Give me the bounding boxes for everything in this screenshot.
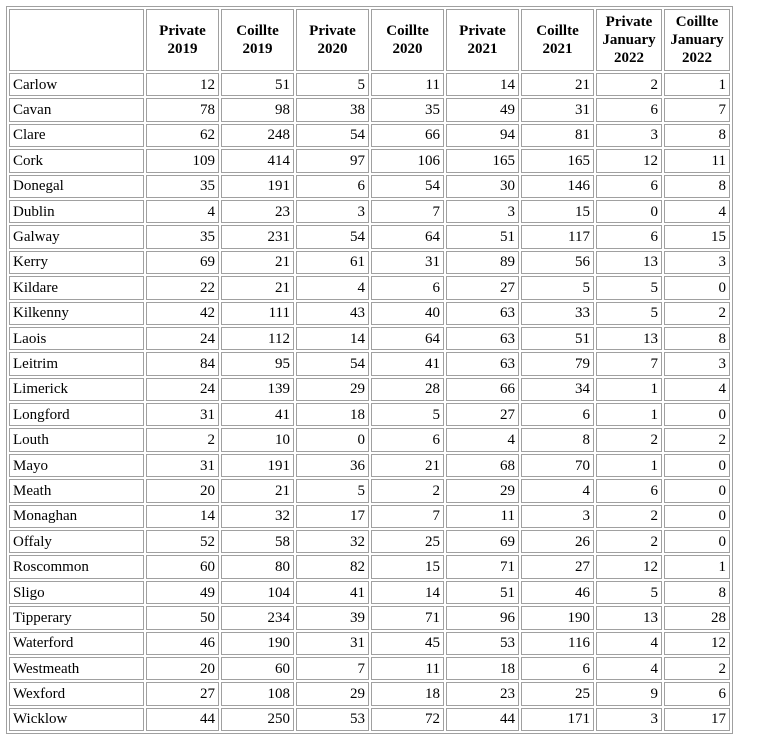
value-cell: 190 <box>221 632 294 655</box>
value-cell: 116 <box>521 632 594 655</box>
value-cell: 49 <box>446 98 519 121</box>
value-cell: 4 <box>664 378 730 401</box>
value-cell: 12 <box>596 149 662 172</box>
value-cell: 0 <box>664 276 730 299</box>
value-cell: 2 <box>596 428 662 451</box>
value-cell: 14 <box>446 73 519 96</box>
value-cell: 72 <box>371 708 444 731</box>
value-cell: 2 <box>664 428 730 451</box>
value-cell: 11 <box>446 505 519 528</box>
value-cell: 41 <box>371 352 444 375</box>
value-cell: 54 <box>296 124 369 147</box>
value-cell: 20 <box>146 479 219 502</box>
header-cell: Coillte 2019 <box>221 9 294 71</box>
value-cell: 69 <box>446 530 519 553</box>
county-name-cell: Wexford <box>9 682 144 705</box>
table-row <box>9 454 730 477</box>
value-cell: 11 <box>664 149 730 172</box>
county-name-cell: Waterford <box>9 632 144 655</box>
table-row <box>9 98 730 121</box>
table-row <box>9 302 730 325</box>
value-cell: 51 <box>446 225 519 248</box>
value-cell: 70 <box>521 454 594 477</box>
value-cell: 6 <box>596 175 662 198</box>
county-name-cell: Carlow <box>9 73 144 96</box>
value-cell: 3 <box>596 124 662 147</box>
value-cell: 3 <box>596 708 662 731</box>
value-cell: 80 <box>221 555 294 578</box>
value-cell: 171 <box>521 708 594 731</box>
county-name-cell: Sligo <box>9 581 144 604</box>
value-cell: 21 <box>371 454 444 477</box>
value-cell: 1 <box>664 73 730 96</box>
value-cell: 6 <box>371 276 444 299</box>
value-cell: 4 <box>146 200 219 223</box>
county-name-cell: Cavan <box>9 98 144 121</box>
table-row <box>9 251 730 274</box>
value-cell: 15 <box>371 555 444 578</box>
value-cell: 18 <box>371 682 444 705</box>
value-cell: 29 <box>296 682 369 705</box>
value-cell: 68 <box>446 454 519 477</box>
value-cell: 12 <box>664 632 730 655</box>
value-cell: 0 <box>664 403 730 426</box>
value-cell: 13 <box>596 606 662 629</box>
header-cell: Coillte January 2022 <box>664 9 730 71</box>
table-row <box>9 606 730 629</box>
table-row <box>9 657 730 680</box>
table-row <box>9 200 730 223</box>
table-row <box>9 378 730 401</box>
value-cell: 26 <box>521 530 594 553</box>
value-cell: 94 <box>446 124 519 147</box>
county-name-cell: Clare <box>9 124 144 147</box>
value-cell: 44 <box>446 708 519 731</box>
value-cell: 18 <box>296 403 369 426</box>
value-cell: 6 <box>664 682 730 705</box>
value-cell: 32 <box>221 505 294 528</box>
value-cell: 39 <box>296 606 369 629</box>
value-cell: 5 <box>371 403 444 426</box>
table-row <box>9 149 730 172</box>
value-cell: 7 <box>371 200 444 223</box>
county-name-cell: Louth <box>9 428 144 451</box>
value-cell: 5 <box>296 479 369 502</box>
county-name-cell: Offaly <box>9 530 144 553</box>
value-cell: 190 <box>521 606 594 629</box>
value-cell: 84 <box>146 352 219 375</box>
value-cell: 51 <box>521 327 594 350</box>
value-cell: 43 <box>296 302 369 325</box>
value-cell: 21 <box>521 73 594 96</box>
county-name-cell: Kerry <box>9 251 144 274</box>
header-cell-county <box>9 9 144 71</box>
value-cell: 31 <box>296 632 369 655</box>
value-cell: 54 <box>296 225 369 248</box>
value-cell: 29 <box>446 479 519 502</box>
value-cell: 112 <box>221 327 294 350</box>
value-cell: 248 <box>221 124 294 147</box>
value-cell: 32 <box>296 530 369 553</box>
value-cell: 17 <box>664 708 730 731</box>
value-cell: 31 <box>146 403 219 426</box>
value-cell: 95 <box>221 352 294 375</box>
value-cell: 8 <box>521 428 594 451</box>
header-cell: Coillte 2021 <box>521 9 594 71</box>
value-cell: 31 <box>371 251 444 274</box>
value-cell: 6 <box>296 175 369 198</box>
table-row <box>9 225 730 248</box>
county-name-cell: Limerick <box>9 378 144 401</box>
value-cell: 0 <box>296 428 369 451</box>
value-cell: 2 <box>596 73 662 96</box>
value-cell: 21 <box>221 276 294 299</box>
value-cell: 12 <box>146 73 219 96</box>
value-cell: 12 <box>596 555 662 578</box>
value-cell: 46 <box>146 632 219 655</box>
table-row <box>9 682 730 705</box>
value-cell: 34 <box>521 378 594 401</box>
value-cell: 7 <box>296 657 369 680</box>
value-cell: 8 <box>664 327 730 350</box>
value-cell: 66 <box>446 378 519 401</box>
value-cell: 3 <box>446 200 519 223</box>
value-cell: 0 <box>596 200 662 223</box>
value-cell: 58 <box>221 530 294 553</box>
value-cell: 31 <box>521 98 594 121</box>
value-cell: 250 <box>221 708 294 731</box>
value-cell: 6 <box>596 225 662 248</box>
county-name-cell: Wicklow <box>9 708 144 731</box>
value-cell: 25 <box>371 530 444 553</box>
value-cell: 1 <box>596 454 662 477</box>
value-cell: 2 <box>371 479 444 502</box>
value-cell: 49 <box>146 581 219 604</box>
value-cell: 2 <box>664 657 730 680</box>
value-cell: 28 <box>371 378 444 401</box>
value-cell: 231 <box>221 225 294 248</box>
value-cell: 108 <box>221 682 294 705</box>
value-cell: 191 <box>221 454 294 477</box>
value-cell: 66 <box>371 124 444 147</box>
header-cell: Private January 2022 <box>596 9 662 71</box>
value-cell: 2 <box>664 302 730 325</box>
county-name-cell: Laois <box>9 327 144 350</box>
value-cell: 2 <box>596 505 662 528</box>
header-cell: Private 2021 <box>446 9 519 71</box>
table-row <box>9 352 730 375</box>
value-cell: 42 <box>146 302 219 325</box>
value-cell: 63 <box>446 302 519 325</box>
value-cell: 89 <box>446 251 519 274</box>
value-cell: 96 <box>446 606 519 629</box>
county-name-cell: Cork <box>9 149 144 172</box>
value-cell: 109 <box>146 149 219 172</box>
value-cell: 4 <box>596 632 662 655</box>
header-cell: Private 2020 <box>296 9 369 71</box>
value-cell: 53 <box>296 708 369 731</box>
value-cell: 54 <box>371 175 444 198</box>
value-cell: 64 <box>371 327 444 350</box>
value-cell: 2 <box>146 428 219 451</box>
table-row <box>9 479 730 502</box>
value-cell: 27 <box>521 555 594 578</box>
value-cell: 191 <box>221 175 294 198</box>
value-cell: 9 <box>596 682 662 705</box>
value-cell: 97 <box>296 149 369 172</box>
table-row <box>9 403 730 426</box>
value-cell: 4 <box>664 200 730 223</box>
value-cell: 7 <box>596 352 662 375</box>
table-row <box>9 581 730 604</box>
value-cell: 79 <box>521 352 594 375</box>
value-cell: 27 <box>446 276 519 299</box>
value-cell: 25 <box>521 682 594 705</box>
value-cell: 8 <box>664 581 730 604</box>
value-cell: 54 <box>296 352 369 375</box>
county-name-cell: Dublin <box>9 200 144 223</box>
value-cell: 1 <box>664 555 730 578</box>
value-cell: 106 <box>371 149 444 172</box>
county-name-cell: Meath <box>9 479 144 502</box>
table-row <box>9 555 730 578</box>
value-cell: 24 <box>146 327 219 350</box>
value-cell: 4 <box>446 428 519 451</box>
value-cell: 30 <box>446 175 519 198</box>
value-cell: 28 <box>664 606 730 629</box>
value-cell: 5 <box>296 73 369 96</box>
value-cell: 5 <box>596 302 662 325</box>
value-cell: 53 <box>446 632 519 655</box>
value-cell: 18 <box>446 657 519 680</box>
value-cell: 41 <box>221 403 294 426</box>
county-name-cell: Galway <box>9 225 144 248</box>
value-cell: 40 <box>371 302 444 325</box>
header-cell: Private 2019 <box>146 9 219 71</box>
value-cell: 98 <box>221 98 294 121</box>
value-cell: 139 <box>221 378 294 401</box>
value-cell: 64 <box>371 225 444 248</box>
value-cell: 15 <box>521 200 594 223</box>
value-cell: 0 <box>664 505 730 528</box>
value-cell: 21 <box>221 251 294 274</box>
value-cell: 4 <box>521 479 594 502</box>
value-cell: 38 <box>296 98 369 121</box>
table-body <box>9 73 730 731</box>
value-cell: 61 <box>296 251 369 274</box>
value-cell: 4 <box>296 276 369 299</box>
value-cell: 13 <box>596 251 662 274</box>
value-cell: 7 <box>371 505 444 528</box>
table-row <box>9 276 730 299</box>
value-cell: 52 <box>146 530 219 553</box>
value-cell: 13 <box>596 327 662 350</box>
value-cell: 3 <box>664 352 730 375</box>
value-cell: 60 <box>221 657 294 680</box>
value-cell: 2 <box>596 530 662 553</box>
value-cell: 45 <box>371 632 444 655</box>
value-cell: 35 <box>146 225 219 248</box>
value-cell: 146 <box>521 175 594 198</box>
value-cell: 27 <box>146 682 219 705</box>
value-cell: 50 <box>146 606 219 629</box>
value-cell: 5 <box>521 276 594 299</box>
value-cell: 17 <box>296 505 369 528</box>
value-cell: 24 <box>146 378 219 401</box>
value-cell: 23 <box>221 200 294 223</box>
county-name-cell: Kilkenny <box>9 302 144 325</box>
value-cell: 51 <box>221 73 294 96</box>
table-row <box>9 124 730 147</box>
value-cell: 78 <box>146 98 219 121</box>
table-row <box>9 327 730 350</box>
table-row <box>9 175 730 198</box>
value-cell: 14 <box>371 581 444 604</box>
value-cell: 104 <box>221 581 294 604</box>
value-cell: 14 <box>296 327 369 350</box>
county-name-cell: Leitrim <box>9 352 144 375</box>
value-cell: 82 <box>296 555 369 578</box>
value-cell: 3 <box>664 251 730 274</box>
value-cell: 1 <box>596 378 662 401</box>
value-cell: 4 <box>596 657 662 680</box>
value-cell: 8 <box>664 124 730 147</box>
value-cell: 1 <box>596 403 662 426</box>
value-cell: 35 <box>146 175 219 198</box>
value-cell: 234 <box>221 606 294 629</box>
value-cell: 6 <box>371 428 444 451</box>
value-cell: 33 <box>521 302 594 325</box>
county-name-cell: Westmeath <box>9 657 144 680</box>
value-cell: 6 <box>521 657 594 680</box>
value-cell: 414 <box>221 149 294 172</box>
county-name-cell: Tipperary <box>9 606 144 629</box>
table-row <box>9 505 730 528</box>
value-cell: 11 <box>371 73 444 96</box>
value-cell: 69 <box>146 251 219 274</box>
value-cell: 165 <box>446 149 519 172</box>
county-name-cell: Kildare <box>9 276 144 299</box>
header-cell: Coillte 2020 <box>371 9 444 71</box>
value-cell: 46 <box>521 581 594 604</box>
value-cell: 6 <box>521 403 594 426</box>
value-cell: 35 <box>371 98 444 121</box>
value-cell: 81 <box>521 124 594 147</box>
value-cell: 111 <box>221 302 294 325</box>
value-cell: 117 <box>521 225 594 248</box>
table-row <box>9 428 730 451</box>
value-cell: 60 <box>146 555 219 578</box>
value-cell: 22 <box>146 276 219 299</box>
table-row <box>9 632 730 655</box>
value-cell: 62 <box>146 124 219 147</box>
value-cell: 11 <box>371 657 444 680</box>
header-row <box>9 9 730 71</box>
value-cell: 44 <box>146 708 219 731</box>
value-cell: 8 <box>664 175 730 198</box>
value-cell: 14 <box>146 505 219 528</box>
table-row <box>9 530 730 553</box>
value-cell: 63 <box>446 352 519 375</box>
county-name-cell: Longford <box>9 403 144 426</box>
value-cell: 36 <box>296 454 369 477</box>
value-cell: 3 <box>521 505 594 528</box>
value-cell: 3 <box>296 200 369 223</box>
value-cell: 63 <box>446 327 519 350</box>
value-cell: 20 <box>146 657 219 680</box>
value-cell: 0 <box>664 479 730 502</box>
value-cell: 165 <box>521 149 594 172</box>
county-name-cell: Monaghan <box>9 505 144 528</box>
table-row <box>9 708 730 731</box>
value-cell: 10 <box>221 428 294 451</box>
county-data-table <box>6 6 733 734</box>
value-cell: 71 <box>446 555 519 578</box>
value-cell: 23 <box>446 682 519 705</box>
value-cell: 71 <box>371 606 444 629</box>
value-cell: 56 <box>521 251 594 274</box>
value-cell: 51 <box>446 581 519 604</box>
value-cell: 5 <box>596 276 662 299</box>
county-name-cell: Donegal <box>9 175 144 198</box>
value-cell: 0 <box>664 530 730 553</box>
value-cell: 7 <box>664 98 730 121</box>
value-cell: 5 <box>596 581 662 604</box>
value-cell: 0 <box>664 454 730 477</box>
value-cell: 15 <box>664 225 730 248</box>
value-cell: 21 <box>221 479 294 502</box>
county-name-cell: Roscommon <box>9 555 144 578</box>
value-cell: 6 <box>596 479 662 502</box>
value-cell: 41 <box>296 581 369 604</box>
value-cell: 27 <box>446 403 519 426</box>
value-cell: 6 <box>596 98 662 121</box>
value-cell: 31 <box>146 454 219 477</box>
value-cell: 29 <box>296 378 369 401</box>
county-name-cell: Mayo <box>9 454 144 477</box>
table-row <box>9 73 730 96</box>
